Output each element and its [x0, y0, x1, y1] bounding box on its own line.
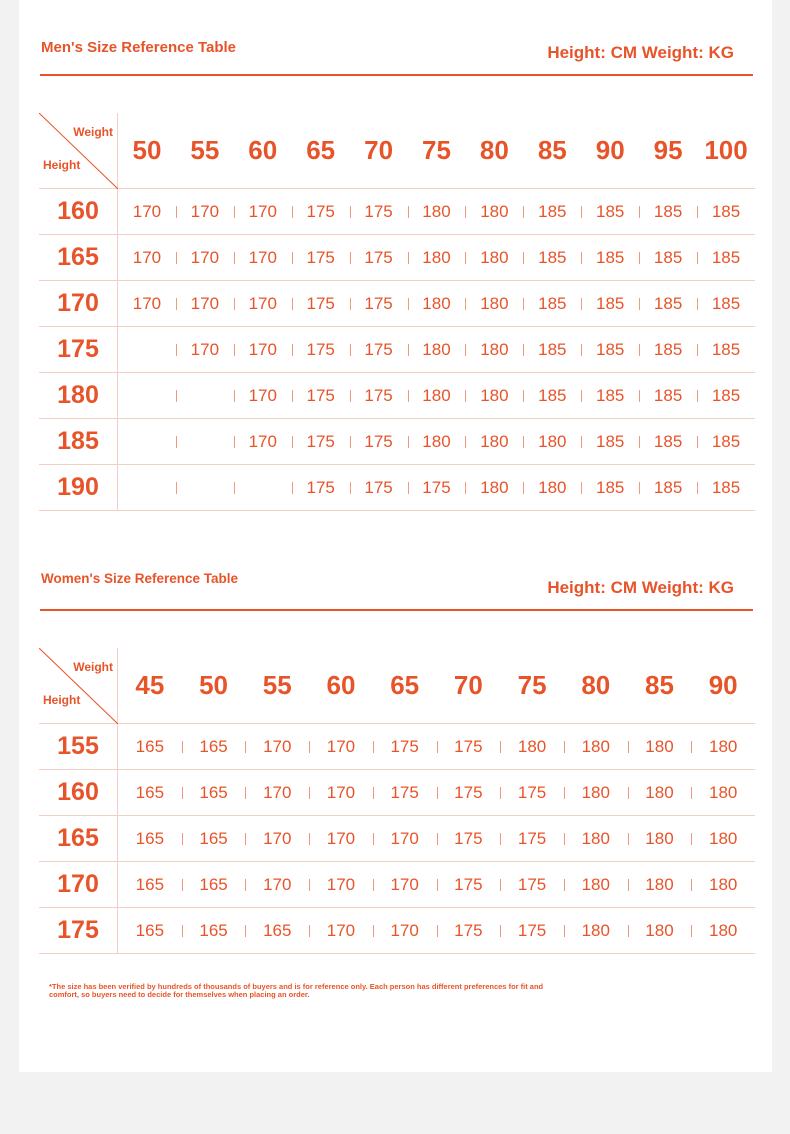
size-cell: 180	[465, 189, 523, 234]
size-cell: 175	[292, 373, 350, 418]
size-cell	[176, 419, 234, 464]
size-cell: 165	[135, 783, 165, 802]
size-cell: 175	[437, 770, 501, 815]
table-row	[39, 908, 755, 954]
table-row	[39, 816, 755, 862]
size-chart-card	[19, 0, 772, 1072]
size-cell: 185	[581, 189, 639, 234]
size-cell: 185	[581, 373, 639, 418]
size-cell: 165	[245, 908, 309, 953]
size-cell: 180	[691, 862, 755, 907]
womens-units-label: Height: CM Weight: KG	[547, 578, 734, 597]
weight-header-cell: 75	[517, 670, 547, 700]
size-cell: 175	[350, 419, 408, 464]
size-cell: 180	[500, 724, 564, 769]
size-cell: 175	[373, 770, 437, 815]
size-cell: 170	[234, 327, 292, 372]
weight-header-cell: 100	[704, 135, 748, 165]
size-cell: 165	[182, 724, 246, 769]
size-cell: 180	[691, 770, 755, 815]
weight-header-cell: 45	[135, 670, 165, 700]
height-cell: 155	[39, 724, 118, 769]
size-cell: 180	[408, 419, 466, 464]
size-cell: 175	[500, 816, 564, 861]
size-cell: 165	[135, 737, 165, 756]
weight-header-cell: 90	[595, 135, 625, 165]
height-cell: 160	[39, 189, 118, 234]
size-cell: 170	[373, 908, 437, 953]
height-cell: 165	[39, 816, 118, 861]
size-cell: 180	[408, 327, 466, 372]
size-cell: 180	[465, 281, 523, 326]
size-cell: 175	[292, 235, 350, 280]
size-cell: 180	[408, 235, 466, 280]
weight-header-cell: 55	[190, 135, 220, 165]
table-row	[39, 235, 755, 281]
height-cell: 160	[39, 770, 118, 815]
height-cell: 185	[39, 419, 118, 464]
size-cell: 165	[182, 908, 246, 953]
weight-header-cell: 85	[645, 670, 674, 700]
size-cell: 175	[350, 281, 408, 326]
size-cell: 170	[132, 248, 162, 267]
size-cell: 170	[245, 724, 309, 769]
size-cell: 175	[437, 908, 501, 953]
mens-size-table	[39, 113, 755, 511]
size-cell	[118, 373, 176, 418]
size-cell: 175	[500, 862, 564, 907]
size-cell: 165	[135, 829, 165, 848]
size-cell: 170	[234, 373, 292, 418]
size-cell: 185	[697, 189, 755, 234]
size-cell: 170	[373, 816, 437, 861]
height-cell: 175	[39, 327, 118, 372]
size-cell: 185	[639, 419, 697, 464]
size-cell	[234, 465, 292, 510]
size-cell: 170	[245, 862, 309, 907]
size-cell: 175	[500, 908, 564, 953]
weight-header-cell: 65	[306, 135, 336, 165]
mens-section-title: Men's Size Reference Table	[41, 39, 237, 56]
size-cell: 185	[523, 281, 581, 326]
height-cell: 175	[39, 908, 118, 953]
size-cell: 165	[135, 921, 165, 940]
size-cell: 180	[408, 373, 466, 418]
womens-size-table	[39, 648, 755, 954]
size-cell: 185	[639, 465, 697, 510]
size-cell	[176, 373, 234, 418]
size-cell: 180	[465, 235, 523, 280]
size-cell: 185	[581, 281, 639, 326]
corner-height-label: Height	[43, 693, 81, 707]
size-cell: 175	[408, 465, 466, 510]
weight-header-cell: 80	[479, 135, 509, 165]
weight-header-cell: 80	[581, 670, 611, 700]
size-cell: 175	[350, 189, 408, 234]
table-row	[39, 724, 755, 770]
size-cell: 170	[176, 235, 234, 280]
table-header-row	[39, 648, 755, 724]
size-cell: 185	[697, 465, 755, 510]
size-cell: 180	[628, 724, 692, 769]
size-cell: 165	[182, 770, 246, 815]
size-cell: 165	[135, 875, 165, 894]
size-cell	[118, 465, 176, 510]
table-row	[39, 281, 755, 327]
size-cell: 185	[639, 281, 697, 326]
size-cell: 170	[309, 908, 373, 953]
mens-units-label: Height: CM Weight: KG	[547, 43, 734, 62]
size-cell: 185	[581, 465, 639, 510]
size-cell: 180	[465, 373, 523, 418]
disclaimer-note: *The size has been verified by hundreds of thousands of buyers and is for reference only. Each person has different preferences for fit and comfort, so buyers need to decide for themselves when placing an order.	[49, 982, 544, 999]
size-cell: 175	[373, 724, 437, 769]
table-row	[39, 419, 755, 465]
corner-cell	[39, 113, 118, 188]
size-cell: 165	[182, 862, 246, 907]
size-cell: 180	[465, 419, 523, 464]
size-cell: 180	[523, 419, 581, 464]
size-cell: 165	[182, 816, 246, 861]
size-cell: 170	[176, 281, 234, 326]
size-cell: 185	[581, 419, 639, 464]
size-cell: 180	[465, 465, 523, 510]
size-cell: 170	[245, 816, 309, 861]
size-cell: 180	[408, 189, 466, 234]
weight-header-cell: 95	[653, 135, 683, 165]
womens-section-title: Women's Size Reference Table	[41, 571, 239, 586]
weight-header-cell: 50	[199, 670, 229, 700]
size-cell: 175	[292, 419, 350, 464]
weight-header-cell: 75	[422, 135, 451, 165]
size-cell: 170	[373, 862, 437, 907]
size-cell: 170	[234, 419, 292, 464]
size-cell: 180	[628, 862, 692, 907]
size-cell: 170	[176, 327, 234, 372]
size-cell: 170	[132, 202, 162, 221]
size-cell	[118, 327, 176, 372]
weight-header-cell: 50	[132, 135, 162, 165]
corner-cell	[39, 648, 118, 723]
size-cell: 175	[437, 816, 501, 861]
size-cell: 185	[581, 235, 639, 280]
size-cell: 185	[639, 373, 697, 418]
size-cell: 185	[523, 189, 581, 234]
size-cell: 175	[437, 724, 501, 769]
size-cell: 170	[234, 189, 292, 234]
size-cell: 185	[697, 281, 755, 326]
weight-header-cell: 60	[248, 135, 278, 165]
size-cell: 185	[697, 373, 755, 418]
size-cell: 170	[245, 770, 309, 815]
size-cell: 185	[523, 373, 581, 418]
size-cell: 185	[697, 235, 755, 280]
size-cell: 185	[523, 235, 581, 280]
table-row	[39, 862, 755, 908]
womens-title-divider	[40, 609, 753, 611]
height-cell: 170	[39, 281, 118, 326]
size-cell: 180	[691, 816, 755, 861]
height-cell: 170	[39, 862, 118, 907]
size-cell: 185	[523, 327, 581, 372]
size-cell: 175	[292, 327, 350, 372]
weight-header-cell: 70	[453, 670, 483, 700]
height-cell: 165	[39, 235, 118, 280]
size-cell: 180	[564, 816, 628, 861]
mens-title-divider	[40, 74, 753, 76]
weight-header-cell: 70	[364, 135, 394, 165]
table-row	[39, 189, 755, 235]
weight-header-cell: 65	[390, 670, 420, 700]
size-cell: 180	[628, 816, 692, 861]
size-cell: 170	[234, 281, 292, 326]
table-row	[39, 327, 755, 373]
size-cell: 180	[564, 770, 628, 815]
table-header-row	[39, 113, 755, 189]
size-cell: 170	[309, 724, 373, 769]
size-cell: 180	[691, 908, 755, 953]
size-cell: 170	[132, 294, 162, 313]
size-cell: 175	[292, 189, 350, 234]
size-cell	[176, 465, 234, 510]
size-cell: 180	[564, 724, 628, 769]
height-cell: 180	[39, 373, 118, 418]
size-cell: 180	[564, 862, 628, 907]
size-cell: 170	[234, 235, 292, 280]
height-cell: 190	[39, 465, 118, 510]
size-cell: 180	[523, 465, 581, 510]
size-cell: 180	[628, 908, 692, 953]
size-cell: 175	[350, 465, 408, 510]
size-cell: 180	[564, 908, 628, 953]
size-cell	[118, 419, 176, 464]
size-cell: 185	[639, 327, 697, 372]
size-cell: 175	[350, 373, 408, 418]
corner-weight-label: Weight	[73, 660, 113, 674]
size-cell: 170	[309, 816, 373, 861]
size-cell: 175	[292, 465, 350, 510]
size-cell: 185	[581, 327, 639, 372]
size-cell: 180	[628, 770, 692, 815]
size-cell: 175	[350, 327, 408, 372]
size-cell: 175	[350, 235, 408, 280]
corner-height-label: Height	[43, 158, 81, 172]
size-cell: 185	[639, 235, 697, 280]
size-cell: 170	[176, 189, 234, 234]
table-row	[39, 770, 755, 816]
table-row	[39, 373, 755, 419]
weight-header-cell: 90	[708, 670, 738, 700]
size-cell: 180	[408, 281, 466, 326]
size-cell: 175	[500, 770, 564, 815]
weight-header-cell: 85	[537, 135, 567, 165]
weight-header-cell: 60	[326, 670, 356, 700]
table-row	[39, 465, 755, 511]
size-cell: 170	[309, 770, 373, 815]
size-cell: 175	[292, 281, 350, 326]
corner-weight-label: Weight	[73, 125, 113, 139]
size-cell: 185	[639, 189, 697, 234]
size-cell: 180	[691, 724, 755, 769]
size-cell: 175	[437, 862, 501, 907]
size-cell: 170	[309, 862, 373, 907]
size-cell: 185	[697, 419, 755, 464]
size-cell: 180	[465, 327, 523, 372]
weight-header-cell: 55	[262, 670, 292, 700]
size-cell: 185	[697, 327, 755, 372]
